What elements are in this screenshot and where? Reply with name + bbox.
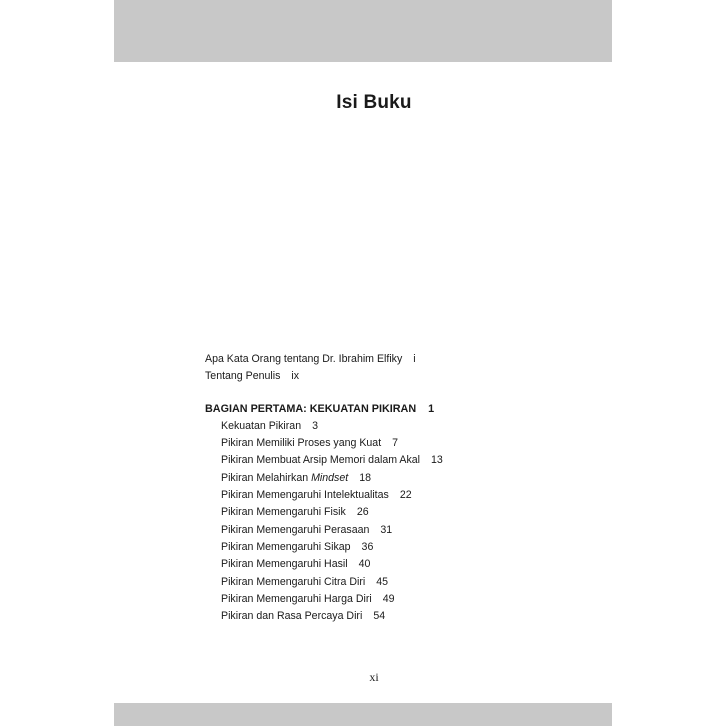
toc-chapter-page: 26 — [356, 506, 369, 519]
toc-chapter-page: 31 — [380, 523, 393, 536]
toc-chapter-page: 3 — [312, 419, 318, 432]
toc-chapter — [205, 591, 505, 608]
toc-chapter-page: 13 — [431, 454, 443, 467]
toc-chapter — [205, 487, 505, 504]
top-gray-band — [114, 0, 612, 62]
toc-chapter-page: 45 — [376, 575, 389, 588]
bottom-gray-band — [114, 703, 612, 726]
toc-chapter — [205, 556, 505, 573]
toc-chapter — [205, 574, 505, 591]
toc-chapter-title: Pikiran Memiliki Proses yang Kuat — [221, 437, 382, 450]
toc-chapter-title: Kekuatan Pikiran — [221, 419, 302, 432]
toc-entry-title: Tentang Penulis — [205, 370, 281, 383]
toc-chapter-page: 40 — [358, 558, 371, 571]
toc-chapter — [205, 522, 505, 539]
toc-entry-title: Apa Kata Orang tentang Dr. Ibrahim Elfiky — [205, 353, 403, 365]
toc-chapter-page: 54 — [373, 610, 386, 623]
toc-chapter-title: Pikiran dan Rasa Percaya Diri — [221, 610, 363, 623]
toc-chapter — [205, 504, 505, 521]
toc-chapter-page: 49 — [382, 592, 395, 605]
toc-chapter-title: Pikiran Memengaruhi Sikap — [221, 540, 351, 553]
toc-chapter-page: 36 — [361, 540, 374, 553]
toc-chapter — [205, 435, 505, 452]
toc-entry — [205, 368, 505, 385]
toc-chapter — [205, 539, 505, 556]
toc-chapter-title: Pikiran Memengaruhi Fisik — [221, 506, 346, 519]
toc-chapter — [205, 608, 505, 625]
toc-chapter-page: 7 — [392, 437, 399, 450]
toc-entry-page: i — [413, 353, 416, 365]
toc-chapter-title-prefix: Pikiran Melahirkan — [221, 471, 312, 484]
page-number: xi — [369, 670, 379, 684]
toc-chapter-title-italic: Mindset — [311, 471, 349, 484]
toc-chapter — [205, 452, 505, 469]
toc-chapter-title: Pikiran Memengaruhi Hasil — [221, 558, 348, 571]
page-title: Isi Buku — [336, 92, 412, 113]
toc-chapter-title: Pikiran Memengaruhi Perasaan — [221, 523, 370, 536]
toc-chapter-title: Pikiran Memengaruhi Citra Diri — [221, 575, 366, 588]
toc-section-title: BAGIAN PERTAMA: KEKUATAN PIKIRAN — [205, 402, 417, 415]
toc-chapter-page: 22 — [399, 489, 412, 502]
toc-chapter-page: 18 — [359, 471, 371, 484]
toc-section-page: 1 — [428, 402, 435, 415]
toc-chapter-title: Pikiran Memengaruhi Harga Diri — [221, 592, 372, 605]
toc-entry-page: ix — [291, 370, 300, 383]
toc-entry — [205, 351, 505, 368]
toc-chapter-title: Pikiran Memengaruhi Intelektualitas — [221, 489, 389, 502]
toc-chapter — [205, 418, 505, 435]
table-of-contents — [205, 351, 505, 625]
toc-chapter — [205, 470, 505, 487]
toc-chapter-title: Pikiran Membuat Arsip Memori dalam Akal — [221, 454, 420, 467]
toc-section-heading — [205, 401, 505, 418]
